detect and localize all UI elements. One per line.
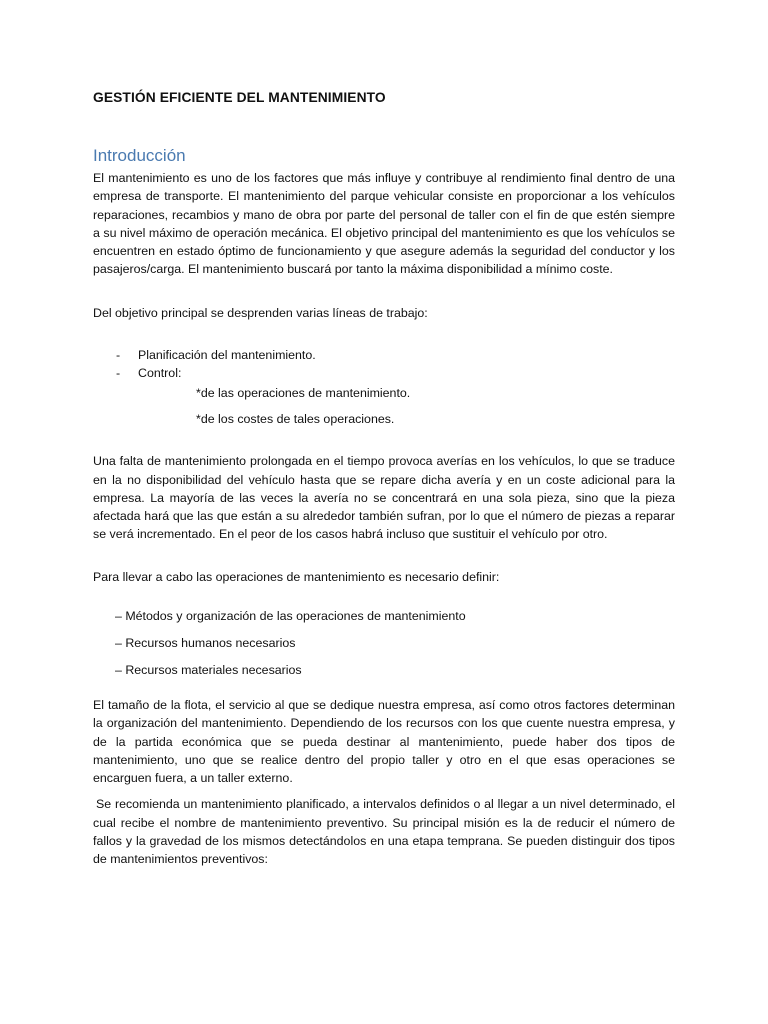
- list-dash-marker: -: [116, 366, 121, 381]
- paragraph-lines-of-work: Del objetivo principal se desprenden varias líneas de trabajo:: [93, 305, 428, 320]
- sublist-item-costes: *de los costes de tales operaciones.: [196, 411, 395, 426]
- list-item-control: [93, 364, 675, 382]
- section-heading-introduccion: Introducción: [93, 146, 186, 165]
- document-body: [93, 88, 675, 869]
- definitions-list: [93, 607, 675, 679]
- document-title: GESTIÓN EFICIENTE DEL MANTENIMIENTO: [93, 90, 386, 105]
- control-sublist: [93, 384, 675, 429]
- list-item-recursos-humanos: – Recursos humanos necesarios: [115, 635, 296, 650]
- sublist-item-operaciones: *de las operaciones de mantenimiento.: [196, 385, 411, 400]
- paragraph-mantenimiento-preventivo: Se recomienda un mantenimiento planificado, a intervalos definidos o al llegar a un nivel determinado, el cual recibe el nombre de mantenimiento preventivo. Su principal misión es la de reducir el número de fallos y la gravedad de los mismos detectándolos en una etapa temprana. Se pueden distinguir dos tipos de mantenimientos preventivos:: [93, 797, 675, 867]
- list-item-metodos: – Métodos y organización de las operaciones de mantenimiento: [115, 609, 466, 624]
- paragraph-definir: Para llevar a cabo las operaciones de mantenimiento es necesario definir:: [93, 569, 500, 584]
- list-item-planificacion: [93, 346, 675, 364]
- list-item-label: Control:: [138, 366, 182, 381]
- work-lines-list: [93, 346, 675, 383]
- paragraph-tamano-flota: El tamaño de la flota, el servicio al que se dedique nuestra empresa, así como otros factores determinan la organización del mantenimiento. Dependiendo de los recursos con los que cuente nuestra empresa, y de la partida económica que se pueda destinar al mantenimiento, puede haber dos tipos de mantenimiento, uno que se realice dentro del propio taller y otro en el que esas operaciones se encarguen fuera, a un taller externo.: [93, 697, 675, 786]
- list-dash-marker: -: [116, 348, 121, 363]
- paragraph-falta-mantenimiento: Una falta de mantenimiento prolongada en el tiempo provoca averías en los vehículos, lo que se traduce en la no disponibilidad del vehículo hasta que se repare dicha avería y en un coste adicional para la empresa. La mayoría de las veces la avería no se concentrará en una sola pieza, sino que la pieza afectada hará que las que están a su alrededor también sufran, por lo que el número de piezas a reparar se verá incrementado. En el peor de los casos habrá incluso que sustituir el vehículo por otro.: [93, 454, 675, 542]
- paragraph-intro: El mantenimiento es uno de los factores que más influye y contribuye al rendimiento final dentro de una empresa de transporte. El mantenimiento del parque vehicular consiste en proporcionar a los vehículos reparaciones, recambios y mano de obra por parte del personal de taller con el fin de que estén siempre a su nivel máximo de operación mecánica. El objetivo principal del mantenimiento es que los vehículos se encuentren en estado óptimo de funcionamiento y que asegure además la seguridad del conductor y los pasajeros/carga. El mantenimiento buscará por tanto la máxima disponibilidad a mínimo coste.: [93, 171, 675, 277]
- list-item-recursos-materiales: – Recursos materiales necesarios: [115, 662, 302, 677]
- list-item-label: Planificación del mantenimiento.: [138, 348, 316, 363]
